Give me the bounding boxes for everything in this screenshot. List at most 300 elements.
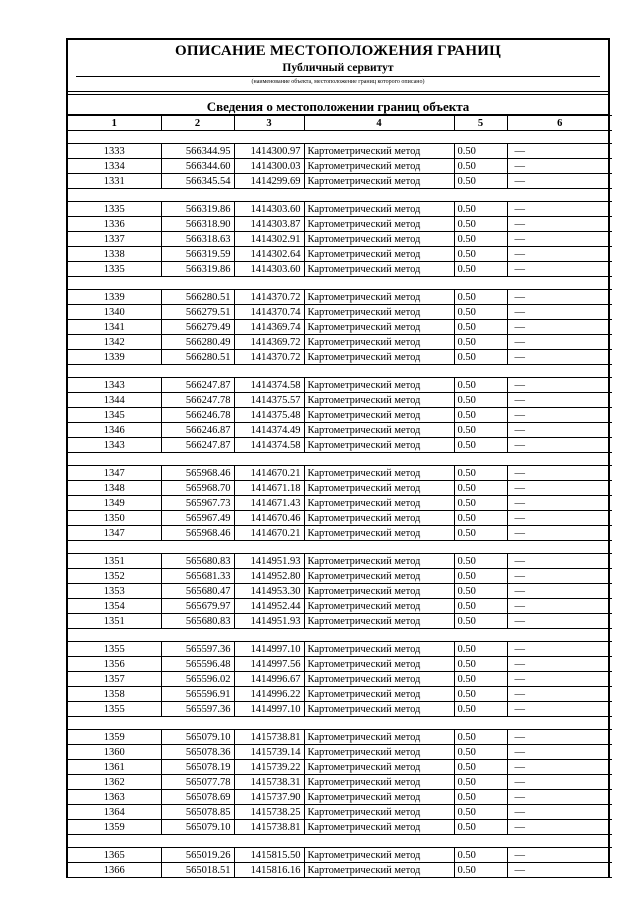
method-cell: Картометрический метод bbox=[304, 247, 454, 262]
accuracy-cell: 0.50 bbox=[454, 247, 507, 262]
y-coordinate-cell: 1414997.56 bbox=[234, 657, 304, 672]
table-row bbox=[68, 730, 612, 745]
table-row bbox=[68, 202, 612, 217]
y-coordinate-cell: 1414303.60 bbox=[234, 202, 304, 217]
accuracy-cell: 0.50 bbox=[454, 393, 507, 408]
table-row bbox=[68, 775, 612, 790]
method-cell: Картометрический метод bbox=[304, 159, 454, 174]
accuracy-cell: 0.50 bbox=[454, 790, 507, 805]
accuracy-cell: 0.50 bbox=[454, 584, 507, 599]
description-cell: — bbox=[507, 262, 612, 277]
point-number-cell: 1354 bbox=[68, 599, 161, 614]
x-coordinate-cell: 566344.60 bbox=[161, 159, 234, 174]
y-coordinate-cell: 1415738.31 bbox=[234, 775, 304, 790]
x-coordinate-cell: 565078.69 bbox=[161, 790, 234, 805]
column-header: 2 bbox=[161, 116, 234, 131]
y-coordinate-cell: 1414375.57 bbox=[234, 393, 304, 408]
description-cell: — bbox=[507, 790, 612, 805]
table-row bbox=[68, 687, 612, 702]
description-cell: — bbox=[507, 423, 612, 438]
x-coordinate-cell: 565968.46 bbox=[161, 466, 234, 481]
group-separator-cell bbox=[68, 835, 612, 848]
accuracy-cell: 0.50 bbox=[454, 320, 507, 335]
method-cell: Картометрический метод bbox=[304, 730, 454, 745]
table-row bbox=[68, 554, 612, 569]
method-cell: Картометрический метод bbox=[304, 863, 454, 878]
table-row bbox=[68, 863, 612, 878]
table-row bbox=[68, 481, 612, 496]
method-cell: Картометрический метод bbox=[304, 496, 454, 511]
point-number-cell: 1353 bbox=[68, 584, 161, 599]
method-cell: Картометрический метод bbox=[304, 569, 454, 584]
description-cell: — bbox=[507, 305, 612, 320]
y-coordinate-cell: 1414370.74 bbox=[234, 305, 304, 320]
y-coordinate-cell: 1414951.93 bbox=[234, 614, 304, 629]
y-coordinate-cell: 1414670.46 bbox=[234, 511, 304, 526]
point-number-cell: 1342 bbox=[68, 335, 161, 350]
description-cell: — bbox=[507, 805, 612, 820]
point-number-cell: 1343 bbox=[68, 438, 161, 453]
point-number-cell: 1344 bbox=[68, 393, 161, 408]
method-cell: Картометрический метод bbox=[304, 335, 454, 350]
y-coordinate-cell: 1414369.74 bbox=[234, 320, 304, 335]
group-separator bbox=[68, 835, 612, 848]
description-cell: — bbox=[507, 702, 612, 717]
x-coordinate-cell: 566280.51 bbox=[161, 350, 234, 365]
x-coordinate-cell: 565679.97 bbox=[161, 599, 234, 614]
table-row bbox=[68, 760, 612, 775]
x-coordinate-cell: 566319.86 bbox=[161, 262, 234, 277]
point-number-cell: 1358 bbox=[68, 687, 161, 702]
x-coordinate-cell: 565078.19 bbox=[161, 760, 234, 775]
column-header: 5 bbox=[454, 116, 507, 131]
point-number-cell: 1345 bbox=[68, 408, 161, 423]
method-cell: Картометрический метод bbox=[304, 702, 454, 717]
method-cell: Картометрический метод bbox=[304, 614, 454, 629]
accuracy-cell: 0.50 bbox=[454, 745, 507, 760]
method-cell: Картометрический метод bbox=[304, 423, 454, 438]
description-cell: — bbox=[507, 438, 612, 453]
description-cell: — bbox=[507, 378, 612, 393]
x-coordinate-cell: 566280.49 bbox=[161, 335, 234, 350]
y-coordinate-cell: 1415816.16 bbox=[234, 863, 304, 878]
description-cell: — bbox=[507, 775, 612, 790]
accuracy-cell: 0.50 bbox=[454, 217, 507, 232]
description-cell: — bbox=[507, 569, 612, 584]
point-number-cell: 1360 bbox=[68, 745, 161, 760]
table-row bbox=[68, 247, 612, 262]
description-cell: — bbox=[507, 599, 612, 614]
accuracy-cell: 0.50 bbox=[454, 511, 507, 526]
y-coordinate-cell: 1414374.58 bbox=[234, 438, 304, 453]
accuracy-cell: 0.50 bbox=[454, 554, 507, 569]
table-row bbox=[68, 848, 612, 863]
accuracy-cell: 0.50 bbox=[454, 599, 507, 614]
description-cell: — bbox=[507, 760, 612, 775]
x-coordinate-cell: 565018.51 bbox=[161, 863, 234, 878]
group-separator-cell bbox=[68, 629, 612, 642]
point-number-cell: 1340 bbox=[68, 305, 161, 320]
table-row bbox=[68, 159, 612, 174]
table-row bbox=[68, 702, 612, 717]
x-coordinate-cell: 565596.02 bbox=[161, 672, 234, 687]
method-cell: Картометрический метод bbox=[304, 584, 454, 599]
table-row bbox=[68, 790, 612, 805]
y-coordinate-cell: 1414375.48 bbox=[234, 408, 304, 423]
accuracy-cell: 0.50 bbox=[454, 672, 507, 687]
group-separator bbox=[68, 189, 612, 202]
method-cell: Картометрический метод bbox=[304, 202, 454, 217]
x-coordinate-cell: 565967.73 bbox=[161, 496, 234, 511]
description-cell: — bbox=[507, 290, 612, 305]
point-number-cell: 1351 bbox=[68, 614, 161, 629]
point-number-cell: 1333 bbox=[68, 144, 161, 159]
table-row bbox=[68, 232, 612, 247]
point-number-cell: 1359 bbox=[68, 820, 161, 835]
method-cell: Картометрический метод bbox=[304, 642, 454, 657]
group-separator bbox=[68, 277, 612, 290]
method-cell: Картометрический метод bbox=[304, 805, 454, 820]
description-cell: — bbox=[507, 320, 612, 335]
group-separator-cell bbox=[68, 453, 612, 466]
method-cell: Картометрический метод bbox=[304, 262, 454, 277]
accuracy-cell: 0.50 bbox=[454, 805, 507, 820]
y-coordinate-cell: 1414953.30 bbox=[234, 584, 304, 599]
method-cell: Картометрический метод bbox=[304, 393, 454, 408]
point-number-cell: 1334 bbox=[68, 159, 161, 174]
x-coordinate-cell: 565597.36 bbox=[161, 642, 234, 657]
x-coordinate-cell: 566247.78 bbox=[161, 393, 234, 408]
table-row bbox=[68, 144, 612, 159]
description-cell: — bbox=[507, 730, 612, 745]
method-cell: Картометрический метод bbox=[304, 745, 454, 760]
y-coordinate-cell: 1414996.22 bbox=[234, 687, 304, 702]
coordinates-table bbox=[68, 115, 612, 878]
description-cell: — bbox=[507, 202, 612, 217]
table-row bbox=[68, 614, 612, 629]
method-cell: Картометрический метод bbox=[304, 320, 454, 335]
description-cell: — bbox=[507, 350, 612, 365]
table-row bbox=[68, 262, 612, 277]
group-separator-cell bbox=[68, 131, 612, 144]
x-coordinate-cell: 565681.33 bbox=[161, 569, 234, 584]
document-subtitle: Публичный сервитут bbox=[282, 62, 394, 74]
method-cell: Картометрический метод bbox=[304, 511, 454, 526]
description-cell: — bbox=[507, 687, 612, 702]
description-cell: — bbox=[507, 159, 612, 174]
y-coordinate-cell: 1415738.81 bbox=[234, 730, 304, 745]
table-row bbox=[68, 642, 612, 657]
table-row bbox=[68, 320, 612, 335]
description-cell: — bbox=[507, 247, 612, 262]
group-separator bbox=[68, 131, 612, 144]
method-cell: Картометрический метод bbox=[304, 232, 454, 247]
table-column-header-row bbox=[68, 116, 612, 131]
y-coordinate-cell: 1414370.72 bbox=[234, 290, 304, 305]
description-cell: — bbox=[507, 526, 612, 541]
point-number-cell: 1338 bbox=[68, 247, 161, 262]
column-header: 3 bbox=[234, 116, 304, 131]
accuracy-cell: 0.50 bbox=[454, 290, 507, 305]
point-number-cell: 1335 bbox=[68, 202, 161, 217]
x-coordinate-cell: 566344.95 bbox=[161, 144, 234, 159]
x-coordinate-cell: 565078.36 bbox=[161, 745, 234, 760]
accuracy-cell: 0.50 bbox=[454, 232, 507, 247]
method-cell: Картометрический метод bbox=[304, 466, 454, 481]
accuracy-cell: 0.50 bbox=[454, 202, 507, 217]
description-cell: — bbox=[507, 232, 612, 247]
method-cell: Картометрический метод bbox=[304, 305, 454, 320]
x-coordinate-cell: 565597.36 bbox=[161, 702, 234, 717]
group-separator-cell bbox=[68, 277, 612, 290]
accuracy-cell: 0.50 bbox=[454, 496, 507, 511]
table-row bbox=[68, 466, 612, 481]
x-coordinate-cell: 566246.87 bbox=[161, 423, 234, 438]
group-separator-cell bbox=[68, 365, 612, 378]
y-coordinate-cell: 1414374.58 bbox=[234, 378, 304, 393]
table-row bbox=[68, 423, 612, 438]
x-coordinate-cell: 565680.47 bbox=[161, 584, 234, 599]
accuracy-cell: 0.50 bbox=[454, 820, 507, 835]
x-coordinate-cell: 566318.63 bbox=[161, 232, 234, 247]
y-coordinate-cell: 1414951.93 bbox=[234, 554, 304, 569]
y-coordinate-cell: 1414670.21 bbox=[234, 526, 304, 541]
description-cell: — bbox=[507, 584, 612, 599]
description-cell: — bbox=[507, 672, 612, 687]
x-coordinate-cell: 566247.87 bbox=[161, 378, 234, 393]
x-coordinate-cell: 565680.83 bbox=[161, 614, 234, 629]
description-cell: — bbox=[507, 554, 612, 569]
point-number-cell: 1355 bbox=[68, 702, 161, 717]
y-coordinate-cell: 1414302.91 bbox=[234, 232, 304, 247]
table-row bbox=[68, 290, 612, 305]
group-separator bbox=[68, 541, 612, 554]
y-coordinate-cell: 1414370.72 bbox=[234, 350, 304, 365]
description-cell: — bbox=[507, 335, 612, 350]
table-row bbox=[68, 438, 612, 453]
x-coordinate-cell: 566279.51 bbox=[161, 305, 234, 320]
table-row bbox=[68, 174, 612, 189]
accuracy-cell: 0.50 bbox=[454, 848, 507, 863]
accuracy-cell: 0.50 bbox=[454, 614, 507, 629]
point-number-cell: 1331 bbox=[68, 174, 161, 189]
accuracy-cell: 0.50 bbox=[454, 481, 507, 496]
column-header: 4 bbox=[304, 116, 454, 131]
x-coordinate-cell: 566246.78 bbox=[161, 408, 234, 423]
x-coordinate-cell: 566345.54 bbox=[161, 174, 234, 189]
group-separator-cell bbox=[68, 189, 612, 202]
x-coordinate-cell: 565019.26 bbox=[161, 848, 234, 863]
accuracy-cell: 0.50 bbox=[454, 657, 507, 672]
table-row bbox=[68, 350, 612, 365]
table-row bbox=[68, 805, 612, 820]
accuracy-cell: 0.50 bbox=[454, 702, 507, 717]
point-number-cell: 1349 bbox=[68, 496, 161, 511]
accuracy-cell: 0.50 bbox=[454, 438, 507, 453]
group-separator-cell bbox=[68, 717, 612, 730]
accuracy-cell: 0.50 bbox=[454, 378, 507, 393]
method-cell: Картометрический метод bbox=[304, 408, 454, 423]
method-cell: Картометрический метод bbox=[304, 350, 454, 365]
accuracy-cell: 0.50 bbox=[454, 642, 507, 657]
y-coordinate-cell: 1414302.64 bbox=[234, 247, 304, 262]
method-cell: Картометрический метод bbox=[304, 217, 454, 232]
description-cell: — bbox=[507, 496, 612, 511]
method-cell: Картометрический метод bbox=[304, 290, 454, 305]
point-number-cell: 1352 bbox=[68, 569, 161, 584]
method-cell: Картометрический метод bbox=[304, 599, 454, 614]
table-row bbox=[68, 672, 612, 687]
group-separator bbox=[68, 453, 612, 466]
description-cell: — bbox=[507, 217, 612, 232]
point-number-cell: 1346 bbox=[68, 423, 161, 438]
accuracy-cell: 0.50 bbox=[454, 305, 507, 320]
point-number-cell: 1336 bbox=[68, 217, 161, 232]
x-coordinate-cell: 565680.83 bbox=[161, 554, 234, 569]
description-cell: — bbox=[507, 745, 612, 760]
method-cell: Картометрический метод bbox=[304, 760, 454, 775]
table-row bbox=[68, 569, 612, 584]
x-coordinate-cell: 566319.86 bbox=[161, 202, 234, 217]
x-coordinate-cell: 565968.46 bbox=[161, 526, 234, 541]
method-cell: Картометрический метод bbox=[304, 378, 454, 393]
table-row bbox=[68, 599, 612, 614]
group-separator bbox=[68, 629, 612, 642]
x-coordinate-cell: 566247.87 bbox=[161, 438, 234, 453]
description-cell: — bbox=[507, 511, 612, 526]
accuracy-cell: 0.50 bbox=[454, 863, 507, 878]
table-row bbox=[68, 378, 612, 393]
table-row bbox=[68, 820, 612, 835]
accuracy-cell: 0.50 bbox=[454, 423, 507, 438]
column-header: 6 bbox=[507, 116, 612, 131]
y-coordinate-cell: 1414997.10 bbox=[234, 642, 304, 657]
y-coordinate-cell: 1414303.87 bbox=[234, 217, 304, 232]
description-cell: — bbox=[507, 820, 612, 835]
description-cell: — bbox=[507, 408, 612, 423]
table-row bbox=[68, 408, 612, 423]
method-cell: Картометрический метод bbox=[304, 820, 454, 835]
point-number-cell: 1364 bbox=[68, 805, 161, 820]
x-coordinate-cell: 565968.70 bbox=[161, 481, 234, 496]
y-coordinate-cell: 1414670.21 bbox=[234, 466, 304, 481]
point-number-cell: 1350 bbox=[68, 511, 161, 526]
table-row bbox=[68, 496, 612, 511]
document-header bbox=[68, 40, 608, 92]
accuracy-cell: 0.50 bbox=[454, 159, 507, 174]
y-coordinate-cell: 1414369.72 bbox=[234, 335, 304, 350]
table-row bbox=[68, 511, 612, 526]
description-cell: — bbox=[507, 174, 612, 189]
method-cell: Картометрический метод bbox=[304, 687, 454, 702]
method-cell: Картометрический метод bbox=[304, 848, 454, 863]
point-number-cell: 1347 bbox=[68, 466, 161, 481]
method-cell: Картометрический метод bbox=[304, 438, 454, 453]
description-cell: — bbox=[507, 481, 612, 496]
boundary-description-document bbox=[66, 38, 610, 878]
method-cell: Картометрический метод bbox=[304, 672, 454, 687]
y-coordinate-cell: 1415739.22 bbox=[234, 760, 304, 775]
x-coordinate-cell: 565078.85 bbox=[161, 805, 234, 820]
x-coordinate-cell: 565967.49 bbox=[161, 511, 234, 526]
point-number-cell: 1339 bbox=[68, 350, 161, 365]
y-coordinate-cell: 1414952.44 bbox=[234, 599, 304, 614]
accuracy-cell: 0.50 bbox=[454, 526, 507, 541]
accuracy-cell: 0.50 bbox=[454, 174, 507, 189]
x-coordinate-cell: 565077.78 bbox=[161, 775, 234, 790]
point-number-cell: 1351 bbox=[68, 554, 161, 569]
y-coordinate-cell: 1414300.97 bbox=[234, 144, 304, 159]
point-number-cell: 1359 bbox=[68, 730, 161, 745]
point-number-cell: 1366 bbox=[68, 863, 161, 878]
method-cell: Картометрический метод bbox=[304, 775, 454, 790]
description-cell: — bbox=[507, 144, 612, 159]
x-coordinate-cell: 566319.59 bbox=[161, 247, 234, 262]
y-coordinate-cell: 1414996.67 bbox=[234, 672, 304, 687]
y-coordinate-cell: 1415738.81 bbox=[234, 820, 304, 835]
method-cell: Картометрический метод bbox=[304, 144, 454, 159]
method-cell: Картометрический метод bbox=[304, 174, 454, 189]
x-coordinate-cell: 565079.10 bbox=[161, 730, 234, 745]
point-number-cell: 1341 bbox=[68, 320, 161, 335]
point-number-cell: 1347 bbox=[68, 526, 161, 541]
point-number-cell: 1357 bbox=[68, 672, 161, 687]
y-coordinate-cell: 1414671.43 bbox=[234, 496, 304, 511]
table-row bbox=[68, 745, 612, 760]
accuracy-cell: 0.50 bbox=[454, 408, 507, 423]
table-row bbox=[68, 584, 612, 599]
document-title: ОПИСАНИЕ МЕСТОПОЛОЖЕНИЯ ГРАНИЦ bbox=[175, 43, 501, 59]
point-number-cell: 1362 bbox=[68, 775, 161, 790]
accuracy-cell: 0.50 bbox=[454, 262, 507, 277]
method-cell: Картометрический метод bbox=[304, 657, 454, 672]
table-row bbox=[68, 657, 612, 672]
y-coordinate-cell: 1415737.90 bbox=[234, 790, 304, 805]
y-coordinate-cell: 1414299.69 bbox=[234, 174, 304, 189]
accuracy-cell: 0.50 bbox=[454, 335, 507, 350]
y-coordinate-cell: 1414997.10 bbox=[234, 702, 304, 717]
table-row bbox=[68, 393, 612, 408]
table-row bbox=[68, 335, 612, 350]
description-cell: — bbox=[507, 393, 612, 408]
accuracy-cell: 0.50 bbox=[454, 687, 507, 702]
description-cell: — bbox=[507, 657, 612, 672]
point-number-cell: 1335 bbox=[68, 262, 161, 277]
y-coordinate-cell: 1414374.49 bbox=[234, 423, 304, 438]
method-cell: Картометрический метод bbox=[304, 481, 454, 496]
x-coordinate-cell: 566280.51 bbox=[161, 290, 234, 305]
point-number-cell: 1355 bbox=[68, 642, 161, 657]
table-row bbox=[68, 217, 612, 232]
description-cell: — bbox=[507, 642, 612, 657]
y-coordinate-cell: 1414300.03 bbox=[234, 159, 304, 174]
accuracy-cell: 0.50 bbox=[454, 775, 507, 790]
point-number-cell: 1343 bbox=[68, 378, 161, 393]
point-number-cell: 1356 bbox=[68, 657, 161, 672]
accuracy-cell: 0.50 bbox=[454, 350, 507, 365]
group-separator bbox=[68, 365, 612, 378]
point-number-cell: 1337 bbox=[68, 232, 161, 247]
description-cell: — bbox=[507, 848, 612, 863]
group-separator-cell bbox=[68, 541, 612, 554]
x-coordinate-cell: 566318.90 bbox=[161, 217, 234, 232]
section-title: Сведения о местоположении границ объекта bbox=[68, 94, 608, 115]
accuracy-cell: 0.50 bbox=[454, 760, 507, 775]
y-coordinate-cell: 1415815.50 bbox=[234, 848, 304, 863]
accuracy-cell: 0.50 bbox=[454, 569, 507, 584]
point-number-cell: 1361 bbox=[68, 760, 161, 775]
accuracy-cell: 0.50 bbox=[454, 730, 507, 745]
